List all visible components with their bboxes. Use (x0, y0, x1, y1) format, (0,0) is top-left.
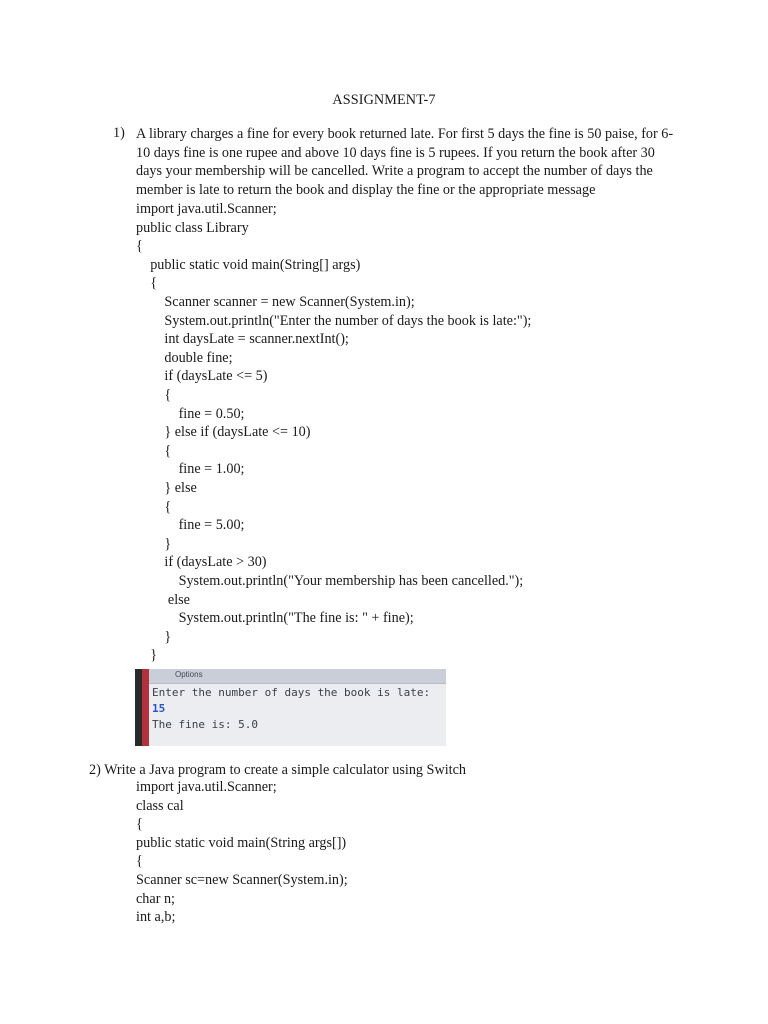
console-options-tab: Options (175, 670, 203, 679)
code-line: public static void main(String[] args) (136, 256, 361, 273)
code-line: } (136, 628, 172, 645)
console-result-line: The fine is: 5.0 (152, 718, 258, 731)
code-line: } else if (daysLate <= 10) (136, 424, 311, 441)
document-title: ASSIGNMENT-7 (332, 92, 436, 108)
console-left-border (135, 669, 142, 746)
code-line: Scanner sc=new Scanner(System.in); (136, 872, 348, 888)
code-line: fine = 5.00; (136, 517, 245, 534)
question-1-text: A library charges a fine for every book returned late. For first 5 days the fine is 50 paise, for 6-10 days fine is one rupee and above 10 days fine is 5 rupees. If you return the book after 30 days your membership will be cancelled. Write a program to accept the number of days the member is late to return the book and display the fine or the appropriate message (136, 126, 674, 199)
code-line: { (136, 853, 143, 870)
code-line: { (136, 498, 172, 515)
code-line: fine = 1.00; (136, 461, 245, 478)
code-line: int daysLate = scanner.nextInt(); (136, 331, 349, 348)
code-line: int a,b; (136, 909, 176, 926)
console-output-screenshot (135, 669, 446, 746)
question-1-number: 1) (113, 125, 125, 141)
code-line: { (136, 816, 143, 833)
code-line: { (136, 238, 143, 255)
code-line: public class Library (136, 219, 249, 236)
code-line: import java.util.Scanner; (136, 779, 277, 795)
code-line: double fine; (136, 349, 233, 366)
code-line: if (daysLate > 30) (136, 554, 267, 571)
code-line: Scanner scanner = new Scanner(System.in); (136, 294, 415, 310)
code-line: { (136, 387, 172, 403)
code-line: System.out.println("The fine is: " + fine); (136, 610, 414, 627)
code-line: public static void main(String args[]) (136, 834, 347, 851)
code-line: { (136, 442, 172, 459)
console-prompt-line: Enter the number of days the book is late: (152, 686, 431, 699)
code-line: else (136, 591, 190, 608)
code-line: } else (136, 480, 197, 496)
console-error-stripe (142, 669, 149, 746)
code-line: { (136, 275, 157, 292)
code-line: } (136, 535, 172, 552)
code-line: fine = 0.50; (136, 405, 245, 422)
code-line: } (136, 647, 157, 664)
code-line: import java.util.Scanner; (136, 201, 277, 217)
console-input-line: 15 (152, 702, 166, 715)
code-line: char n; (136, 890, 175, 907)
code-line: if (daysLate <= 5) (136, 368, 268, 385)
code-line: class cal (136, 797, 184, 814)
code-line: System.out.println("Enter the number of days the book is late:"); (136, 312, 532, 329)
console-tab-bar (149, 669, 446, 684)
question-2-text: 2) Write a Java program to create a simple calculator using Switch (89, 762, 466, 778)
code-line: System.out.println("Your membership has been cancelled."); (136, 573, 524, 589)
